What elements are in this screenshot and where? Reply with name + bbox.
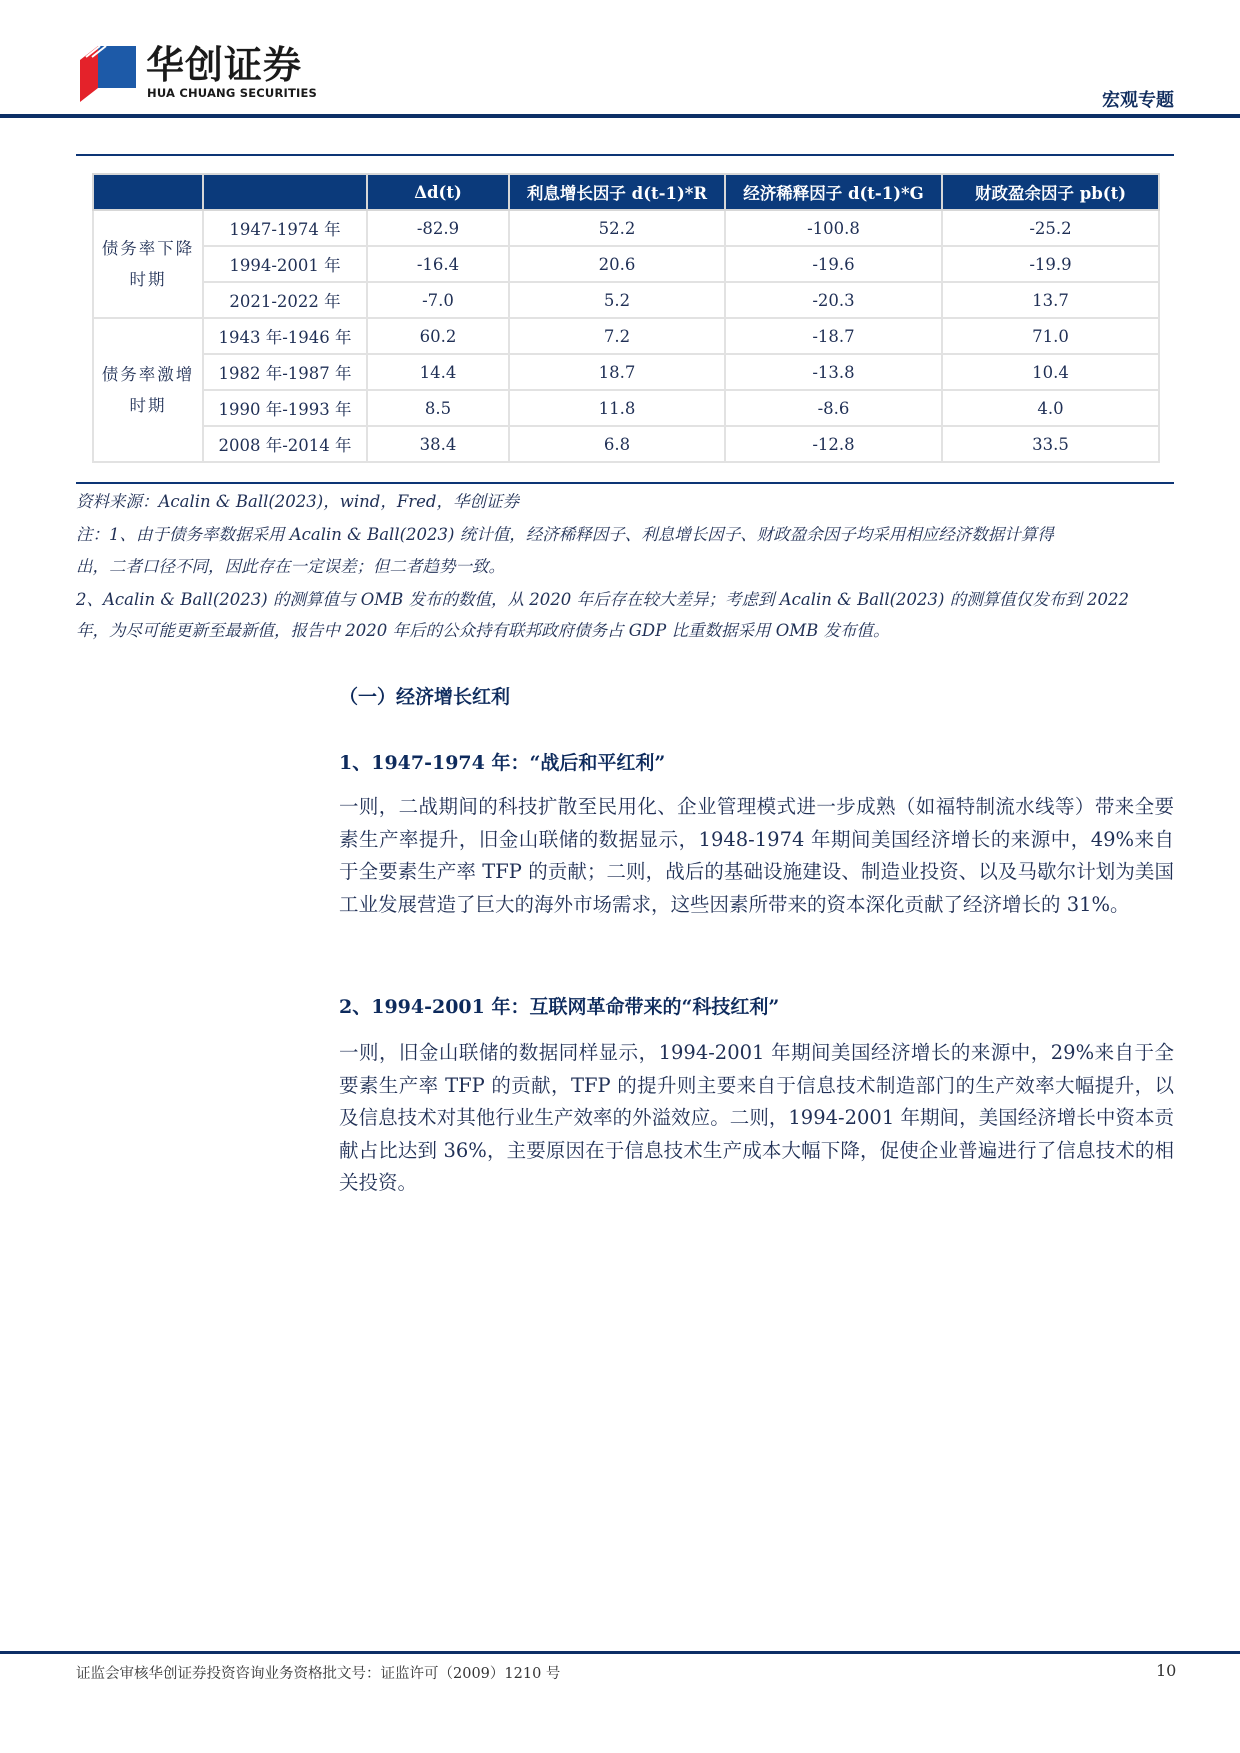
period-cell: 2008 年-2014 年 (203, 426, 367, 462)
table-row (93, 426, 1159, 462)
value-cell: -19.6 (725, 246, 942, 282)
header-cell (203, 174, 367, 210)
value-cell: 5.2 (509, 282, 725, 318)
logo-chinese-name: 华创证券 (146, 43, 303, 87)
note-1-line-2: 出，二者口径不同，因此存在一定误差；但二者趋势一致。 (76, 557, 505, 576)
debt-decomposition-table (92, 173, 1160, 463)
period-cell: 1990 年-1993 年 (203, 390, 367, 426)
period-cell: 1982 年-1987 年 (203, 354, 367, 390)
value-cell: 4.0 (942, 390, 1159, 426)
table-row (93, 246, 1159, 282)
value-cell: -82.9 (367, 210, 509, 246)
value-cell: -8.6 (725, 390, 942, 426)
value-cell: 71.0 (942, 318, 1159, 354)
value-cell: 10.4 (942, 354, 1159, 390)
section-heading: （一）经济增长红利 (339, 686, 511, 708)
logo-mark-icon (80, 46, 136, 102)
value-cell: 8.5 (367, 390, 509, 426)
header-cell: Δd(t) (367, 174, 509, 210)
group-label (93, 318, 203, 462)
group-label-line: 债务率下降 (101, 239, 195, 258)
table-row (93, 318, 1159, 354)
note-2-line-1: 2、Acalin & Ball(2023) 的测算值与 OMB 发布的数值，从 2020 年后存在较大差异；考虑到 Acalin & Ball(2023) 的测算值仅发布到 2022 (76, 590, 1129, 609)
value-cell: 52.2 (509, 210, 725, 246)
value-cell: 18.7 (509, 354, 725, 390)
header-cell (93, 174, 203, 210)
value-cell: 7.2 (509, 318, 725, 354)
logo-english-name: HUA CHUANG SECURITIES (147, 86, 318, 100)
paragraph-2: 一则，旧金山联储的数据同样显示，1994-2001 年期间美国经济增长的来源中，29%来自于全要素生产率 TFP 的贡献，TFP 的提升则主要来自于信息技术制造部门的生产效率大幅提升，以及信息技术对其他行业生产效率的外溢效应。二则，1994-2001 年期间，美国经济增长中资本贡献占比达到 36%，主要原因在于信息技术生产成本大幅下降，促使企业普遍进行了信息技术的相关投资。 (339, 1041, 1174, 1195)
header-cell: 财政盈余因子 pb(t) (942, 174, 1159, 210)
header-divider (0, 114, 1240, 118)
period-cell: 2021-2022 年 (203, 282, 367, 318)
value-cell: -16.4 (367, 246, 509, 282)
value-cell: 13.7 (942, 282, 1159, 318)
license-statement: 证监会审核华创证券投资咨询业务资格批文号：证监许可（2009）1210 号 (76, 1666, 561, 1682)
period-cell: 1947-1974 年 (203, 210, 367, 246)
source-note: 资料来源：Acalin & Ball(2023)，wind，Fred，华创证券 (76, 492, 519, 511)
group-label-line: 时期 (129, 270, 167, 289)
period-cell: 1943 年-1946 年 (203, 318, 367, 354)
page-number: 10 (1156, 1661, 1177, 1680)
value-cell: 20.6 (509, 246, 725, 282)
group-label-line: 债务率激增 (101, 365, 195, 384)
value-cell: 38.4 (367, 426, 509, 462)
value-cell: -13.8 (725, 354, 942, 390)
table-row (93, 210, 1159, 246)
value-cell: 60.2 (367, 318, 509, 354)
value-cell: 6.8 (509, 426, 725, 462)
value-cell: -12.8 (725, 426, 942, 462)
value-cell: 33.5 (942, 426, 1159, 462)
header-cell: 经济稀释因子 d(t-1)*G (725, 174, 942, 210)
document-type-label: 宏观专题 (1102, 90, 1174, 111)
value-cell: -25.2 (942, 210, 1159, 246)
footer-divider (0, 1651, 1240, 1654)
value-cell: 14.4 (367, 354, 509, 390)
value-cell: -20.3 (725, 282, 942, 318)
paragraph-1: 一则，二战期间的科技扩散至民用化、企业管理模式进一步成熟（如福特制流水线等）带来全要素生产率提升，旧金山联储的数据显示，1948-1974 年期间美国经济增长的来源中，49%来自于全要素生产率 TFP 的贡献；二则，战后的基础设施建设、制造业投资、以及马歇尔计划为美国工业发展营造了巨大的海外市场需求，这些因素所带来的资本深化贡献了经济增长的 31%。 (339, 795, 1174, 916)
note-2-line-2: 年，为尽可能更新至最新值，报告中 2020 年后的公众持有联邦政府债务占 GDP 比重数据采用 OMB 发布值。 (76, 621, 890, 640)
table-bottom-rule (76, 482, 1174, 484)
table-row (93, 282, 1159, 318)
value-cell: -19.9 (942, 246, 1159, 282)
period-cell: 1994-2001 年 (203, 246, 367, 282)
value-cell: -18.7 (725, 318, 942, 354)
table-top-rule (76, 154, 1174, 156)
group-label-line: 时期 (129, 396, 167, 415)
value-cell: -7.0 (367, 282, 509, 318)
header-cell: 利息增长因子 d(t-1)*R (509, 174, 725, 210)
table-row (93, 354, 1159, 390)
group-label (93, 210, 203, 318)
subsection-heading-2: 2、1994-2001 年：互联网革命带来的“科技红利” (339, 996, 780, 1018)
note-1-line-1: 注：1、由于债务率数据采用 Acalin & Ball(2023) 统计值，经济稀释因子、利息增长因子、财政盈余因子均采用相应经济数据计算得 (76, 525, 1054, 544)
table-row (93, 390, 1159, 426)
company-logo (80, 44, 320, 104)
table-header-row (93, 174, 1159, 210)
value-cell: -100.8 (725, 210, 942, 246)
subsection-heading-1: 1、1947-1974 年：“战后和平红利” (339, 752, 666, 774)
value-cell: 11.8 (509, 390, 725, 426)
